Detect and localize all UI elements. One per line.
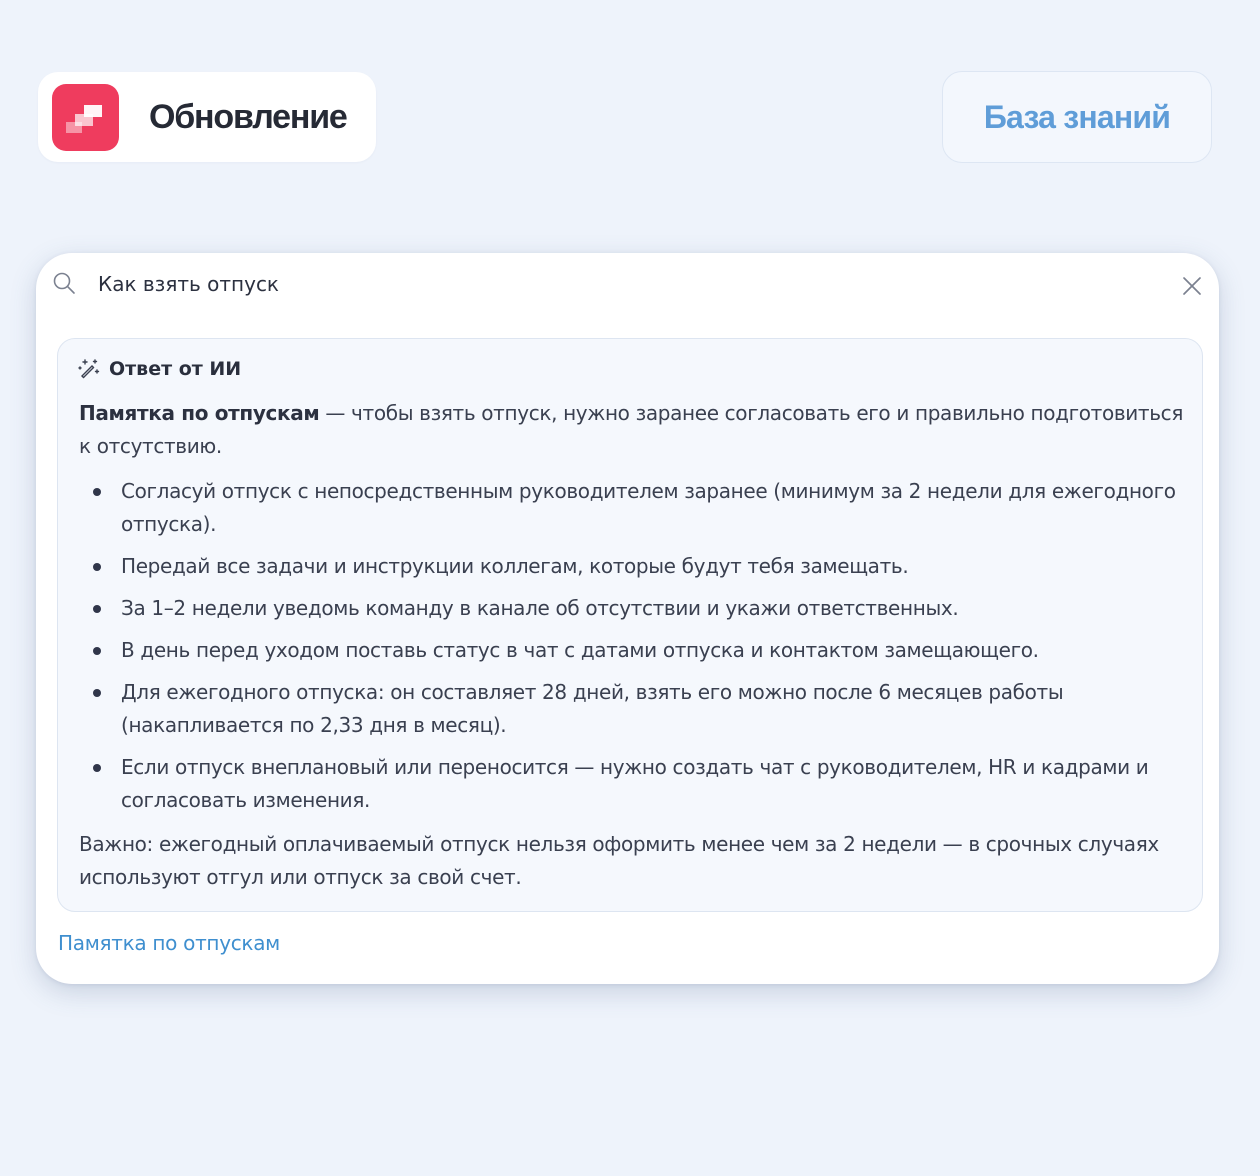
list-item-text: Согласуй отпуск с непосредственным руководителем заранее (минимум за 2 недели для ежегодного отпуска). xyxy=(121,479,1176,536)
list-item-text: Передай все задачи и инструкции коллегам, которые будут тебя замещать. xyxy=(121,554,909,578)
brand-block[interactable] xyxy=(38,72,376,162)
list-item-text: Для ежегодного отпуска: он составляет 28 дней, взять его можно после 6 месяцев работы (накапливается по 2,33 дня в месяц). xyxy=(121,680,1064,737)
bullet-icon xyxy=(93,764,101,772)
answer-intro xyxy=(79,397,1187,463)
list-item xyxy=(79,475,1187,541)
bullet-icon xyxy=(93,647,101,655)
knowledge-base-button[interactable]: База знаний xyxy=(942,71,1212,163)
magic-wand-icon xyxy=(78,358,100,380)
search-panel xyxy=(36,253,1219,984)
bullet-icon xyxy=(93,689,101,697)
answer-note: Важно: ежегодный оплачиваемый отпуск нельзя оформить менее чем за 2 недели — в срочных случаях используют отгул или отпуск за свой счет. xyxy=(79,832,1159,889)
bullet-icon xyxy=(93,605,101,613)
search-input[interactable] xyxy=(98,267,1158,301)
list-item-text: В день перед уходом поставь статус в чат с датами отпуска и контактом замещающего. xyxy=(121,638,1039,662)
list-item-text: За 1–2 недели уведомь команду в канале об отсутствии и укажи ответственных. xyxy=(121,596,959,620)
brand-name: Обновление xyxy=(149,97,347,136)
ai-answer-body xyxy=(79,397,1187,894)
stacked-squares-logo-icon xyxy=(52,84,119,151)
bullet-icon xyxy=(93,488,101,496)
list-item xyxy=(79,751,1187,817)
list-item xyxy=(79,592,1187,625)
list-item xyxy=(79,676,1187,742)
source-link[interactable]: Памятка по отпускам xyxy=(58,931,280,955)
answer-intro-lead: Памятка по отпускам xyxy=(79,401,320,425)
ai-answer-title: Ответ от ИИ xyxy=(109,358,242,380)
bullet-icon xyxy=(93,563,101,571)
answer-intro-text: — чтобы взять отпуск, нужно заранее согласовать его и правильно подготовиться к отсутствию. xyxy=(79,401,1183,458)
list-item xyxy=(79,634,1187,667)
search-icon xyxy=(52,271,76,295)
answer-steps-list xyxy=(79,475,1187,817)
list-item xyxy=(79,550,1187,583)
ai-answer-card xyxy=(57,338,1203,912)
list-item-text: Если отпуск внеплановый или переносится — нужно создать чат с руководителем, HR и кадрами и согласовать изменения. xyxy=(121,755,1149,812)
ai-answer-header xyxy=(78,358,241,380)
close-icon[interactable] xyxy=(1181,275,1203,297)
